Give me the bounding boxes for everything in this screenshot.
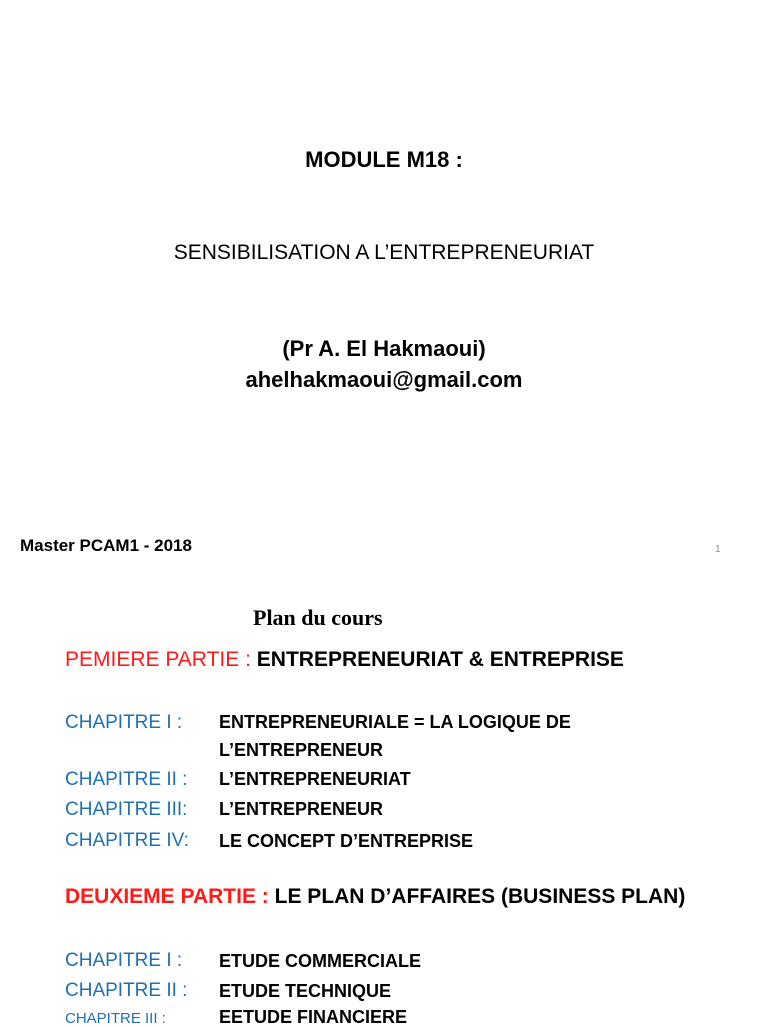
author-block	[0, 333, 768, 395]
part-one-title: ENTREPRENEURIAT & ENTREPRISE	[256, 648, 624, 671]
chapter-label: CHAPITRE II :	[65, 980, 188, 1001]
chapter-label: CHAPITRE III :	[65, 1010, 166, 1027]
chapter-label: CHAPITRE I :	[65, 712, 183, 733]
professor-email: ahelhakmaoui@gmail.com	[245, 367, 523, 392]
chapter-label: CHAPITRE III:	[65, 799, 188, 820]
chapter-title: ETUDE TECHNIQUE	[219, 981, 392, 1001]
plan-slide	[0, 580, 768, 1027]
chapter-title: L’ENTREPRENEUR	[219, 799, 384, 819]
slide-footer: Master PCAM1 - 2018	[20, 536, 192, 555]
part-one-label: PEMIERE PARTIE :	[65, 648, 257, 671]
course-subject: SENSIBILISATION A L’ENTREPRENEURIAT	[173, 241, 595, 264]
chapter-title: LE CONCEPT D’ENTREPRISE	[219, 831, 474, 851]
part-two-title: LE PLAN D’AFFAIRES (BUSINESS PLAN)	[274, 885, 686, 908]
part-one-heading	[65, 648, 624, 672]
chapter-title-continued: L’ENTREPRENEUR	[219, 740, 384, 760]
chapter-label: CHAPITRE II :	[65, 769, 188, 790]
professor-name: (Pr A. El Hakmaoui)	[282, 336, 486, 361]
chapter-title: EETUDE FINANCIERE	[219, 1007, 408, 1027]
chapter-label: CHAPITRE IV:	[65, 830, 189, 851]
part-two-label: DEUXIEME PARTIE :	[65, 885, 275, 908]
chapter-label: CHAPITRE I :	[65, 950, 183, 971]
page-number: 1	[715, 544, 721, 555]
plan-heading: Plan du cours	[253, 605, 383, 630]
module-title: MODULE M18 :	[305, 147, 463, 172]
chapter-title: ENTREPRENEURIALE = LA LOGIQUE DE	[219, 712, 571, 732]
chapter-title: ETUDE COMMERCIALE	[219, 951, 421, 971]
part-two-heading	[65, 885, 685, 909]
chapter-title: L’ENTREPRENEURIAT	[219, 769, 411, 789]
